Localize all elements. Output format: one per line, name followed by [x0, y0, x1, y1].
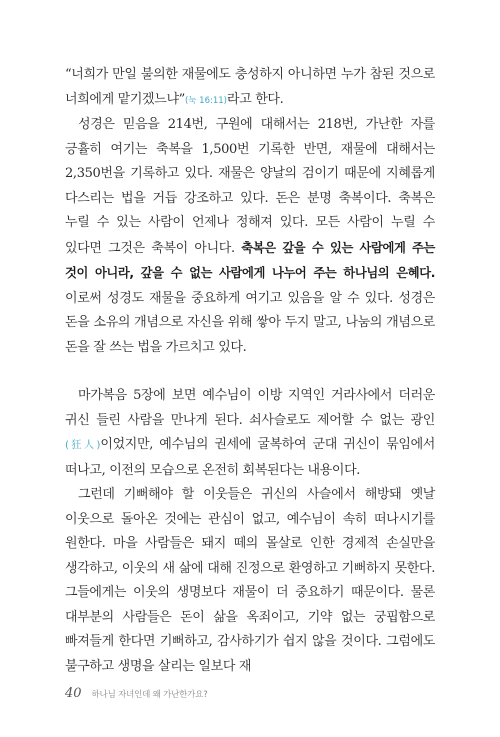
hanja-annotation: (狂人) [65, 440, 101, 451]
page-footer [65, 686, 208, 701]
section-gap [65, 360, 435, 384]
running-title: 하나님 자녀인데 왜 가난한가요? [91, 690, 208, 700]
emphasis-text: 축복은 갚을 수 있는 사람에게 주는 것이 아니라, 갚을 수 없는 사람에게 나누어 주는 하나님의 은혜다. [65, 240, 435, 280]
quote-suffix: 라고 한다. [227, 91, 284, 107]
page-number: 40 [65, 686, 82, 701]
paragraph-text: 마가복음 5장에 보면 예수님이 이방 지역인 거라사에서 더러운 귀신 들린 사람을 만나게 된다. 쇠사슬로도 제어할 수 없는 광인 [65, 388, 435, 428]
paragraph-quote [65, 63, 435, 113]
paragraph-text: 이었지만, 예수님의 권세에 굴복하여 군대 귀신이 묶임에서 떠나고, 이전의 모습으로 온전히 회복된다는 내용이다. [65, 437, 435, 478]
paragraph-text: 성경은 믿음을 214번, 구원에 대해서는 218번, 가난한 자를 긍휼히 여기는 축복을 1,500번 기록한 반면, 재물에 대해서는 2,350번을 기록하고 있다. 재물은 양날의 검이기 때문에 지혜롭게 다스리는 법을 거듭 강조하고 있다. 돈은 분명 축복이다. 축복은 누릴 수 있는 사람이 언제나 정해져 있다. 모든 사람이 누릴 수 있다면 그것은 축복이 아니다. [65, 117, 435, 256]
paragraph-text: 그런데 기뻐해야 할 이웃들은 귀신의 사슬에서 해방돼 옛날 이웃으로 돌아온 것에는 관심이 없고, 예수님이 속히 떠나시기를 원한다. 마을 사람들은 돼지 떼의 몰살로 인한 경제적 손실만을 생각하고, 이웃의 새 삶에 대해 진정으로 환영하고 기뻐하지 못한다. 그들에게는 이웃의 생명보다 재물이 더 중요하기 때문이다. 물론 대부분의 사람들은 돈이 삶을 옥죄이고, 기약 없는 궁핍함으로 빠져들게 한다면 기뻐하고, 감사하기가 쉽지 않을 것이다. 그럼에도 불구하고 생명을 살리는 일보다 재 [65, 487, 435, 674]
paragraph-neighbors [65, 483, 435, 679]
paragraph-gerasene [65, 384, 435, 483]
paragraph-bible-wealth [65, 113, 435, 360]
quote-text: “너희가 만일 불의한 재물에도 충성하지 아니하면 누가 참된 것으로 너희에게 맡기겠느냐” [65, 67, 435, 107]
scripture-reference: (눅 16:11) [184, 95, 227, 106]
paragraph-text: 이로써 성경도 재물을 중요하게 여기고 있음을 알 수 있다. 성경은 돈을 소유의 개념으로 자신을 위해 쌓아 두지 말고, 나눔의 개념으로 돈을 잘 쓰는 법을 가르치고 있다. [65, 290, 435, 355]
body-text [65, 63, 435, 679]
